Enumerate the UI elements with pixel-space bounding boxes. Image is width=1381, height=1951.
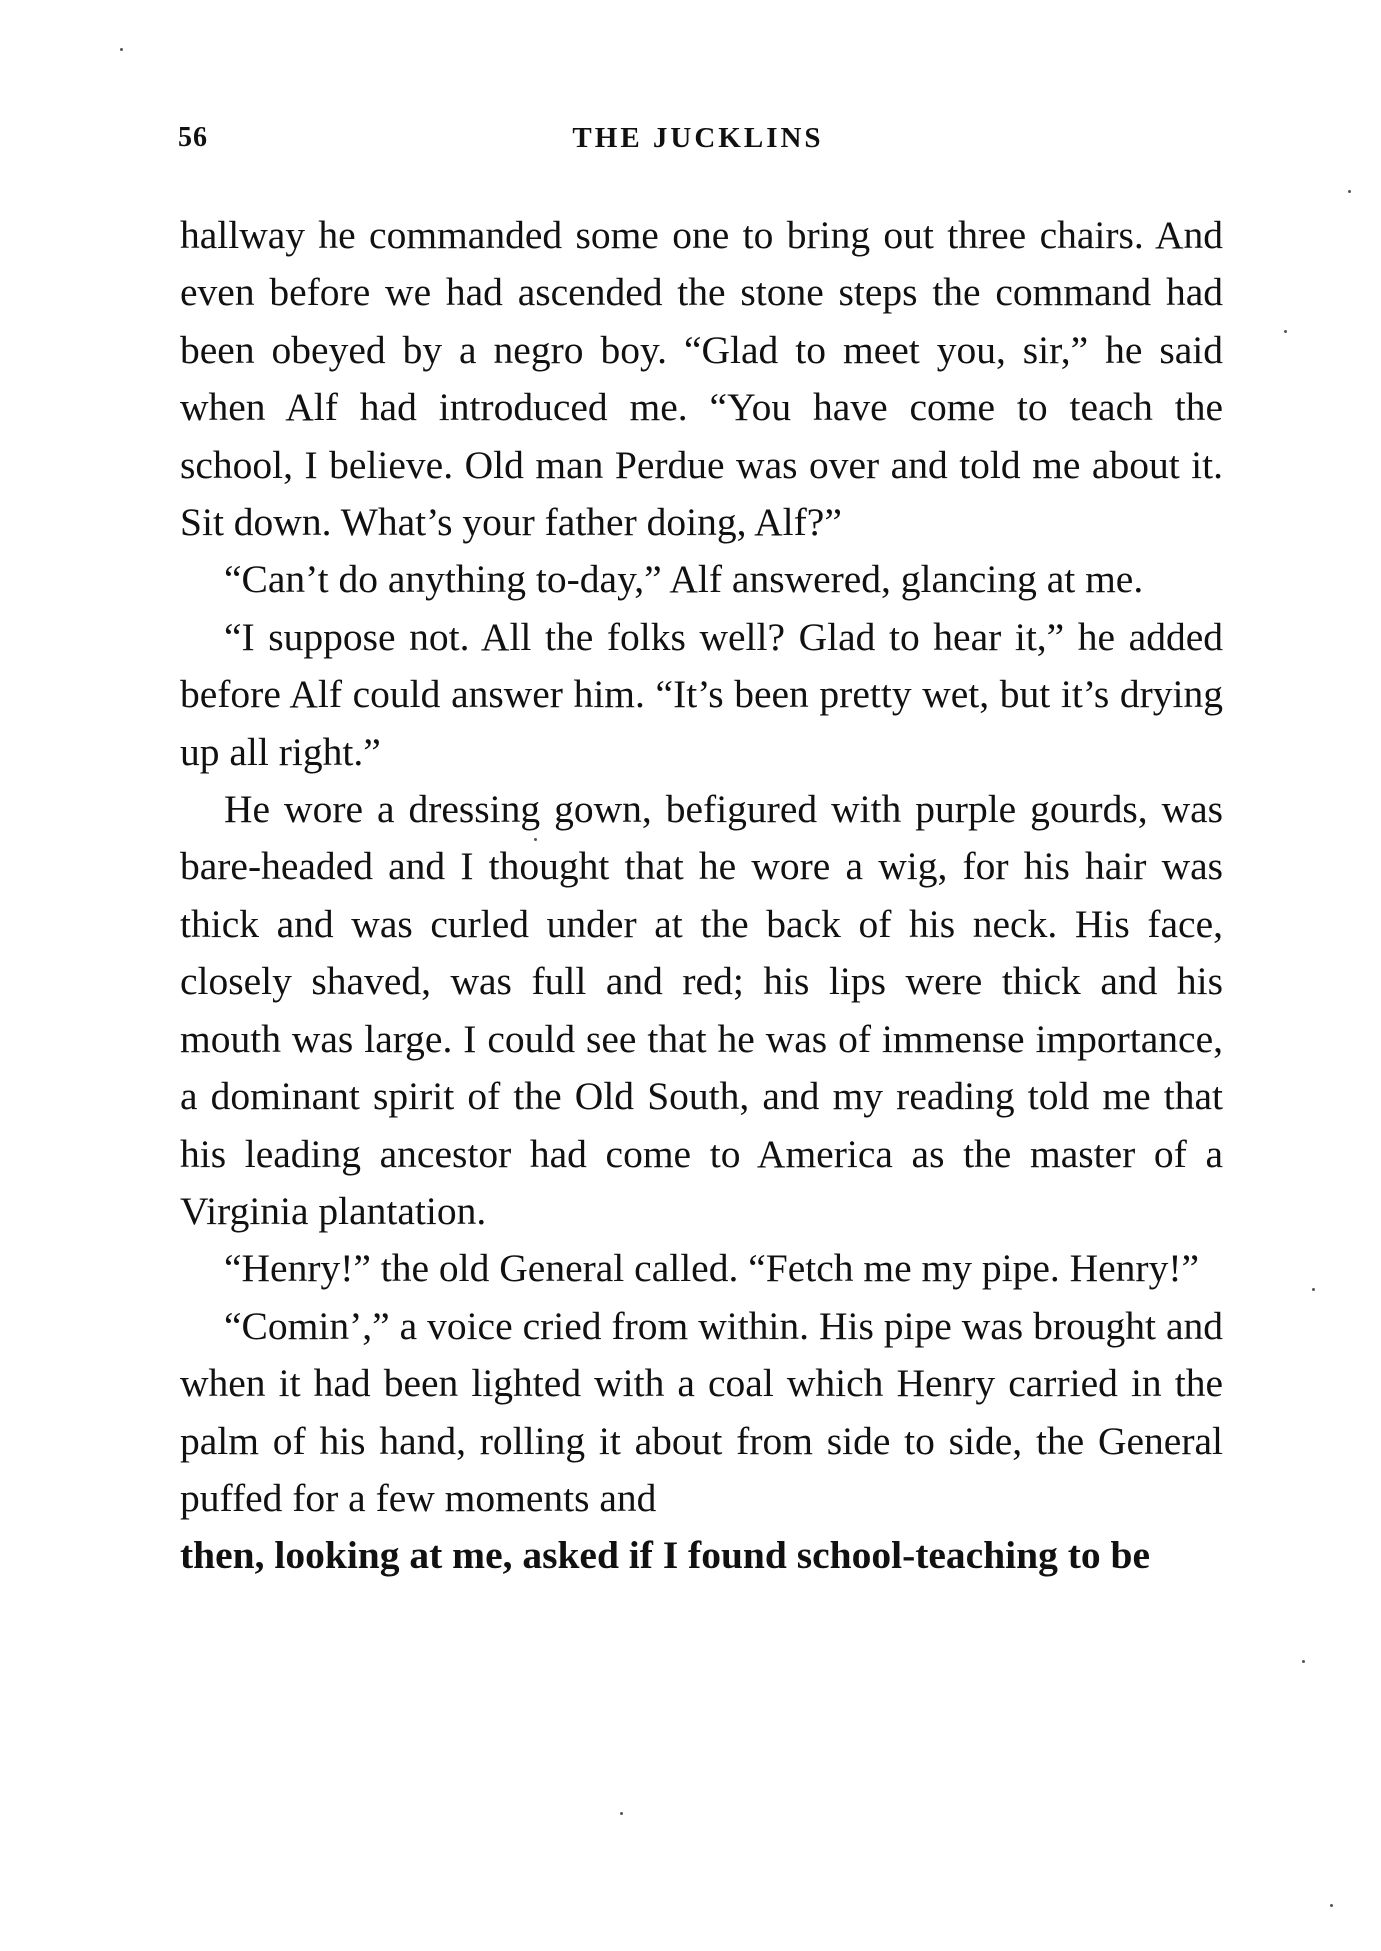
scan-speck (1312, 1288, 1315, 1291)
scan-speck (534, 838, 537, 841)
running-head (178, 122, 1218, 162)
paragraph-5: “Henry!” the old General called. “Fetch me my pipe. Henry!” (224, 1246, 1200, 1291)
paragraph-2: “Can’t do anything to-day,” Alf answered, glancing at me. (224, 557, 1144, 602)
scan-speck (1348, 190, 1351, 193)
paragraph-3: “I suppose not. All the folks well? Glad to hear it,” he added before Alf could answer him. “It’s been pretty wet, but it’s drying up all right.” (180, 614, 1223, 774)
paragraph-6: “Comin’,” a voice cried from within. His pipe was brought and when it had been lighted with a coal which Henry carried in the palm of his hand, rolling it about from side to side, the General puffed for a few moments and (180, 1303, 1223, 1520)
scan-speck (620, 1812, 623, 1815)
page-number: 56 (178, 122, 208, 153)
body-text (180, 207, 1223, 1585)
running-title: THE JUCKLINS (572, 122, 824, 154)
paragraph-6-last-line: then, looking at me, asked if I found school-teaching to be (180, 1533, 1151, 1578)
scan-speck (1330, 1904, 1333, 1907)
paragraph-4: He wore a dressing gown, befigured with purple gourds, was bare-headed and I thought that he wore a wig, for his hair was thick and was curled under at the back of his neck. His face, closely shaved, was full and red; his lips were thick and his mouth was large. I could see that he was of immense importance, a dominant spirit of the Old South, and my reading told me that his leading ancestor had come to America as the master of a Virginia plantation. (180, 787, 1223, 1233)
scan-speck (120, 48, 123, 51)
scan-speck (1302, 1660, 1305, 1663)
scan-speck (1284, 330, 1287, 333)
paragraph-1: hallway he commanded some one to bring out three chairs. And even before we had ascended the stone steps the command had been obeyed by a negro boy. “Glad to meet you, sir,” he said when Alf had introduced me. “You have come to teach the school, I believe. Old man Perdue was over and told me about it. Sit down. What’s your father doing, Alf?” (180, 213, 1223, 545)
